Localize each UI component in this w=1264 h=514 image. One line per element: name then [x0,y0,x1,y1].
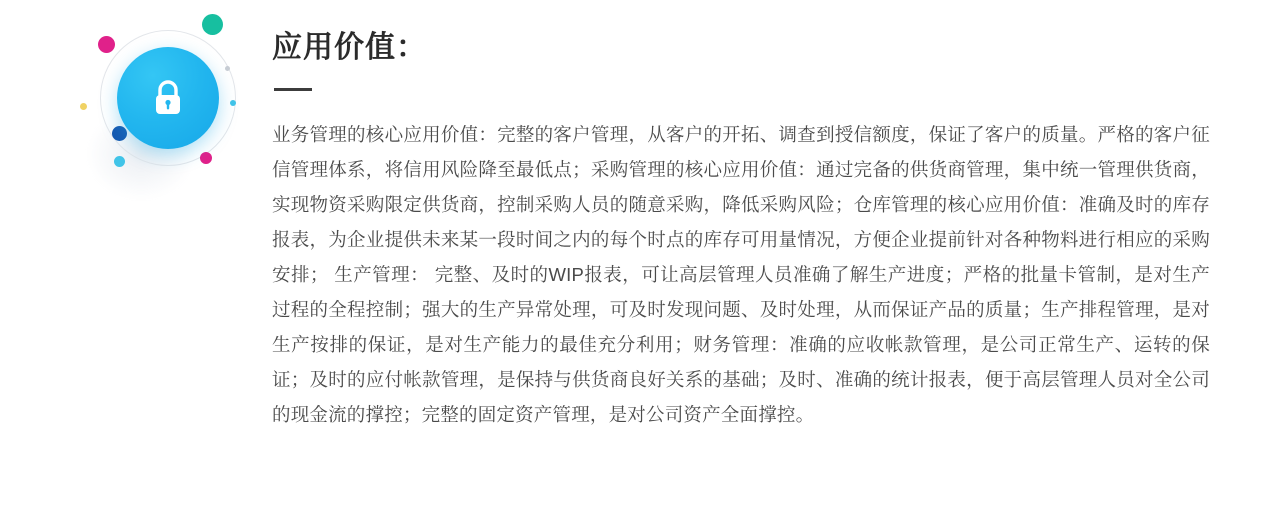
lock-icon [145,75,191,121]
body-paragraph: 业务管理的核心应用价值：完整的客户管理，从客户的开拓、调查到授信额度，保证了客户的质量。严格的客户征信管理体系，将信用风险降至最低点；采购管理的核心应用价值：通过完备的供货商管理，集中统一管理供货商，实现物资采购限定供货商，控制采购人员的随意采购，降低采购风险；仓库管理的核心应用价值：准确及时的库存报表，为企业提供未来某一段时间之内的每个时点的库存可用量情况，方便企业提前针对各种物料进行相应的采购安排； 生产管理： 完整、及时的WIP报表，可让高层管理人员准确了解生产进度；严格的批量卡管制，是对生产过程的全程控制；强大的生产异常处理，可及时发现问题、及时处理，从而保证产品的质量；生产排程管理，是对生产按排的保证，是对生产能力的最佳充分利用；财务管理：准确的应收帐款管理，是公司正常生产、运转的保证；及时的应付帐款管理，是保持与供货商良好关系的基础；及时、准确的统计报表，便于高层管理人员对全公司的现金流的撑控；完整的固定资产管理，是对公司资产全面撑控。 [272,124,1210,425]
decorative-dot-magenta [98,36,115,53]
decorative-dot-cyan-small [114,156,125,167]
decorative-dot-grey [225,66,230,71]
lock-circle-badge [117,47,219,149]
decorative-dot-teal [202,14,223,35]
decorative-dot-cyan-tiny [230,100,236,106]
decorative-dot-yellow [80,103,87,110]
content-block [272,30,1210,432]
decorative-dot-magenta-small [200,152,212,164]
lock-illustration [70,8,260,198]
title-underline-rule [274,88,312,91]
page-title: 应用价值： [272,31,427,64]
decorative-dot-blue [112,126,127,141]
